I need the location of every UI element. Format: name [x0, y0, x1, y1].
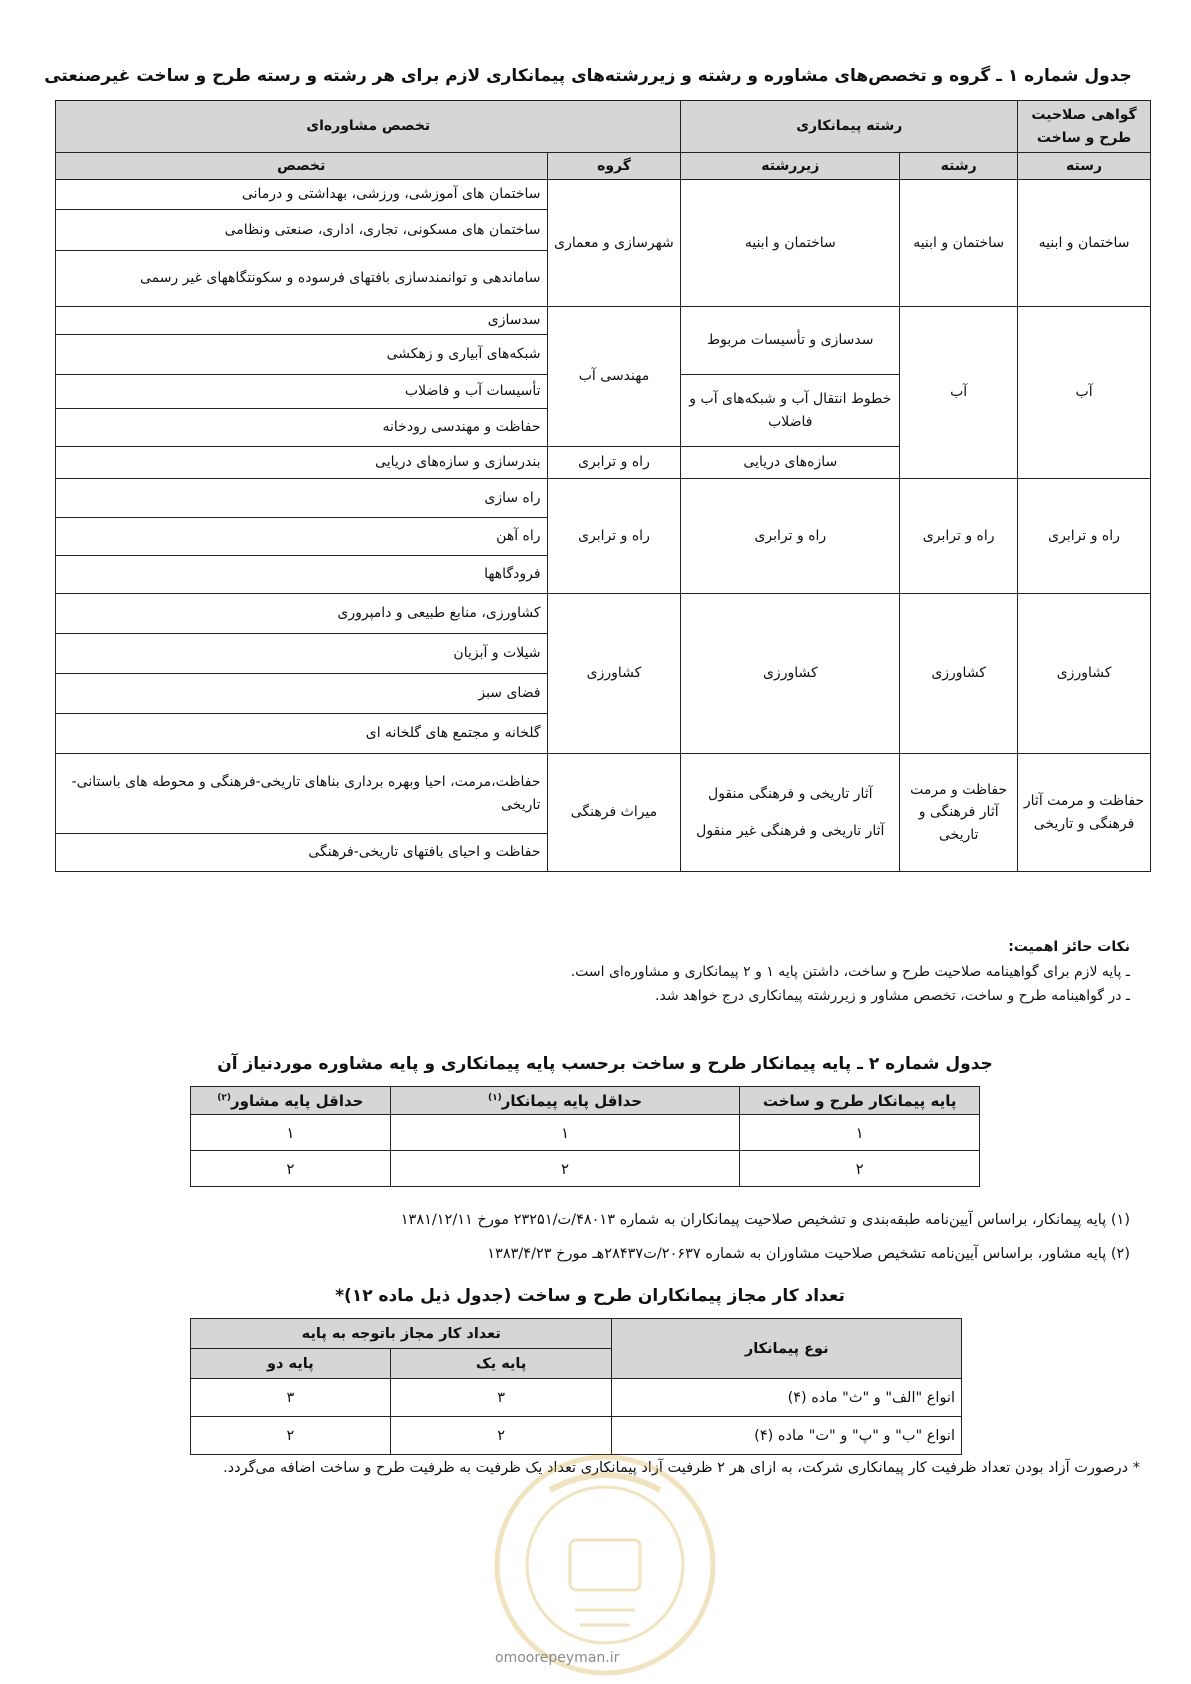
table3 [190, 1318, 962, 1455]
header-subfield: زیررشته [681, 153, 900, 180]
notes-heading: نکات حائز اهمیت: [1008, 939, 1130, 955]
b5-subfield-2: آثار تاریخی و فرهنگی غیر منقول [696, 822, 885, 839]
b2-subfield-1: سدسازی و تأسیسات مربوط [681, 307, 900, 375]
b2-specialty-5: بندرسازی و سازه‌های دریایی [56, 447, 548, 479]
b4-subfield: کشاورزی [681, 594, 900, 754]
b1-field: ساختمان و ابنیه [900, 180, 1018, 307]
note-1: ـ پایه لازم برای گواهینامه صلاحیت طرح و ساخت، داشتن پایه ۱ و ۲ پیمانکاری و مشاوره‌ای است. [570, 963, 1130, 980]
b5-subfield-1: آثار تاریخی و فرهنگی منقول [708, 786, 873, 803]
note-2: ـ در گواهینامه طرح و ساخت، تخصص مشاور و زیررشته پیمانکاری درج خواهد شد. [655, 988, 1130, 1004]
b1-specialty-1: ساختمان های آموزشی، ورزشی، بهداشتی و درمانی [56, 180, 548, 210]
table3-footnote: * درصورت آزاد بودن تعداد ظرفیت کار پیمانکاری شرکت، به ازای هر ۲ ظرفیت آزاد پیمانکاری تعداد یک ظرفیت به ظرفیت طرح و ساخت اضافه می‌گردد. [223, 1460, 1140, 1476]
header-contract: رشته پیمانکاری [681, 101, 1018, 153]
b2-specialty-4: حفاظت و مهندسی رودخانه [56, 409, 548, 447]
b2-rasteh: آب [1018, 307, 1151, 479]
b2-group-1: مهندسی آب [547, 307, 681, 447]
b3-subfield: راه و ترابری [681, 479, 900, 594]
b3-group: راه و ترابری [547, 479, 681, 594]
b2-group-2: راه و ترابری [547, 447, 681, 479]
b1-rasteh: ساختمان و ابنیه [1018, 180, 1151, 307]
b4-specialty-4: گلخانه و مجتمع های گلخانه ای [56, 714, 548, 754]
b2-subfield-2: خطوط انتقال آب و شبکه‌های آب و فاضلاب [681, 375, 900, 447]
b1-group: شهرسازی و معماری [547, 180, 681, 307]
t2-cell: ۱ [740, 1115, 980, 1151]
t2-header-plan: پایه پیمانکار طرح و ساخت [740, 1087, 980, 1115]
header-field: رشته [900, 153, 1018, 180]
b3-specialty-2: راه آهن [56, 518, 548, 556]
t2-cell: ۲ [390, 1151, 740, 1187]
table1-title: جدول شماره ۱ ـ گروه و تخصص‌های مشاوره و رشته و زیررشته‌های پیمانکاری لازم برای هر رشته و رسته طرح و ساخت غیرصنعتی [44, 66, 1132, 86]
t2-footnote-ref-1: (۱) [488, 1092, 502, 1103]
b4-rasteh: کشاورزی [1018, 594, 1151, 754]
b5-specialty-2: حفاظت و احیای بافتهای تاریخی-فرهنگی [56, 834, 548, 872]
header-specialty: تخصص [56, 153, 548, 180]
t2-footnote-1: (۱) پایه پیمانکار، براساس آیین‌نامه طبقه‌بندی و تشخیص صلاحیت پیمانکاران به شماره ۴۸۰۱۳/ت/۲۳۲۵۱ مورخ ۱۳۸۱/۱۲/۱۱ [400, 1212, 1130, 1228]
b5-subfields [681, 754, 900, 872]
b4-specialty-2: شیلات و آبزیان [56, 634, 548, 674]
t3-header-count: تعداد کار مجاز باتوجه به پایه [191, 1319, 612, 1349]
b3-rasteh: راه و ترابری [1018, 479, 1151, 594]
table2-title: جدول شماره ۲ ـ پایه پیمانکار طرح و ساخت برحسب پایه پیمانکاری و پایه مشاوره موردنیاز آن [217, 1054, 993, 1074]
b3-specialty-3: فرودگاهها [56, 556, 548, 594]
b1-subfield: ساختمان و ابنیه [681, 180, 900, 307]
b5-rasteh: حفاظت و مرمت آثار فرهنگی و تاریخی [1018, 754, 1151, 872]
header-cert: گواهی صلاحیت طرح و ساخت [1018, 101, 1151, 153]
b2-specialty-1: سدسازی [56, 307, 548, 335]
t2-cell: ۲ [740, 1151, 980, 1187]
b1-specialty-3: ساماندهی و توانمندسازی بافتهای فرسوده و سکونتگاههای غیر رسمی [56, 251, 548, 307]
b3-specialty-1: راه سازی [56, 479, 548, 518]
header-rasteh: رسته [1018, 153, 1151, 180]
table1 [55, 100, 1151, 872]
table3-title: تعداد کار مجاز پیمانکاران طرح و ساخت (جدول ذیل ماده ۱۲)* [335, 1286, 845, 1306]
b2-subfield-3: سازه‌های دریایی [681, 447, 900, 479]
t3-cell: ۲ [191, 1417, 391, 1455]
t3-header-base-one: پایه یک [390, 1349, 612, 1379]
b2-specialty-2: شبکه‌های آبیاری و زهکشی [56, 335, 548, 375]
b4-group: کشاورزی [547, 594, 681, 754]
t3-header-base-two: پایه دو [191, 1349, 391, 1379]
b5-specialty-1: حفاظت،مرمت، احیا وبهره برداری بناهای تاریخی-فرهنگی و محوطه های باستانی-تاریخی [56, 754, 548, 834]
t3-type-cell: انواع "الف" و "ث" ماده (۴) [612, 1379, 962, 1417]
header-group: گروه [547, 153, 681, 180]
watermark-seal-icon [490, 1450, 720, 1680]
t3-cell: ۲ [390, 1417, 612, 1455]
t2-cell: ۲ [191, 1151, 391, 1187]
t2-cell: ۱ [191, 1115, 391, 1151]
t3-header-type: نوع پیمانکار [612, 1319, 962, 1379]
b4-specialty-3: فضای سبز [56, 674, 548, 714]
header-consult: تخصص مشاوره‌ای [56, 101, 681, 153]
notes [70, 935, 1130, 1009]
t2-cell: ۱ [390, 1115, 740, 1151]
b5-group: میراث فرهنگی [547, 754, 681, 872]
b5-field: حفاظت و مرمت آثار فرهنگی و تاریخی [900, 754, 1018, 872]
t2-footnote-2: (۲) پایه مشاور، براساس آیین‌نامه تشخیص صلاحیت مشاوران به شماره ۲۰۶۳۷/ت۲۸۴۳۷هـ مورخ ۱۳۸۳/۴/۲۳ [487, 1246, 1130, 1262]
t2-header-contractor: حداقل پایه پیمانکار$^{(۱)}$ [390, 1087, 740, 1115]
b4-field: کشاورزی [900, 594, 1018, 754]
b3-field: راه و ترابری [900, 479, 1018, 594]
t3-type-cell: انواع "ب" و "پ" و "ت" ماده (۴) [612, 1417, 962, 1455]
b2-field: آب [900, 307, 1018, 479]
table2 [190, 1086, 980, 1187]
b4-specialty-1: کشاورزی، منابع طبیعی و دامپروری [56, 594, 548, 634]
b2-specialty-3: تأسیسات آب و فاضلاب [56, 375, 548, 409]
b1-specialty-2: ساختمان های مسکونی، تجاری، اداری، صنعتی ونظامی [56, 210, 548, 251]
t3-cell: ۳ [191, 1379, 391, 1417]
t2-header-consultant: حداقل پایه مشاور$^{(۲)}$ [191, 1087, 391, 1115]
watermark-site: omoorepeyman.ir [495, 1650, 620, 1666]
t3-cell: ۳ [390, 1379, 612, 1417]
t2-footnote-ref-2: (۲) [217, 1092, 232, 1103]
